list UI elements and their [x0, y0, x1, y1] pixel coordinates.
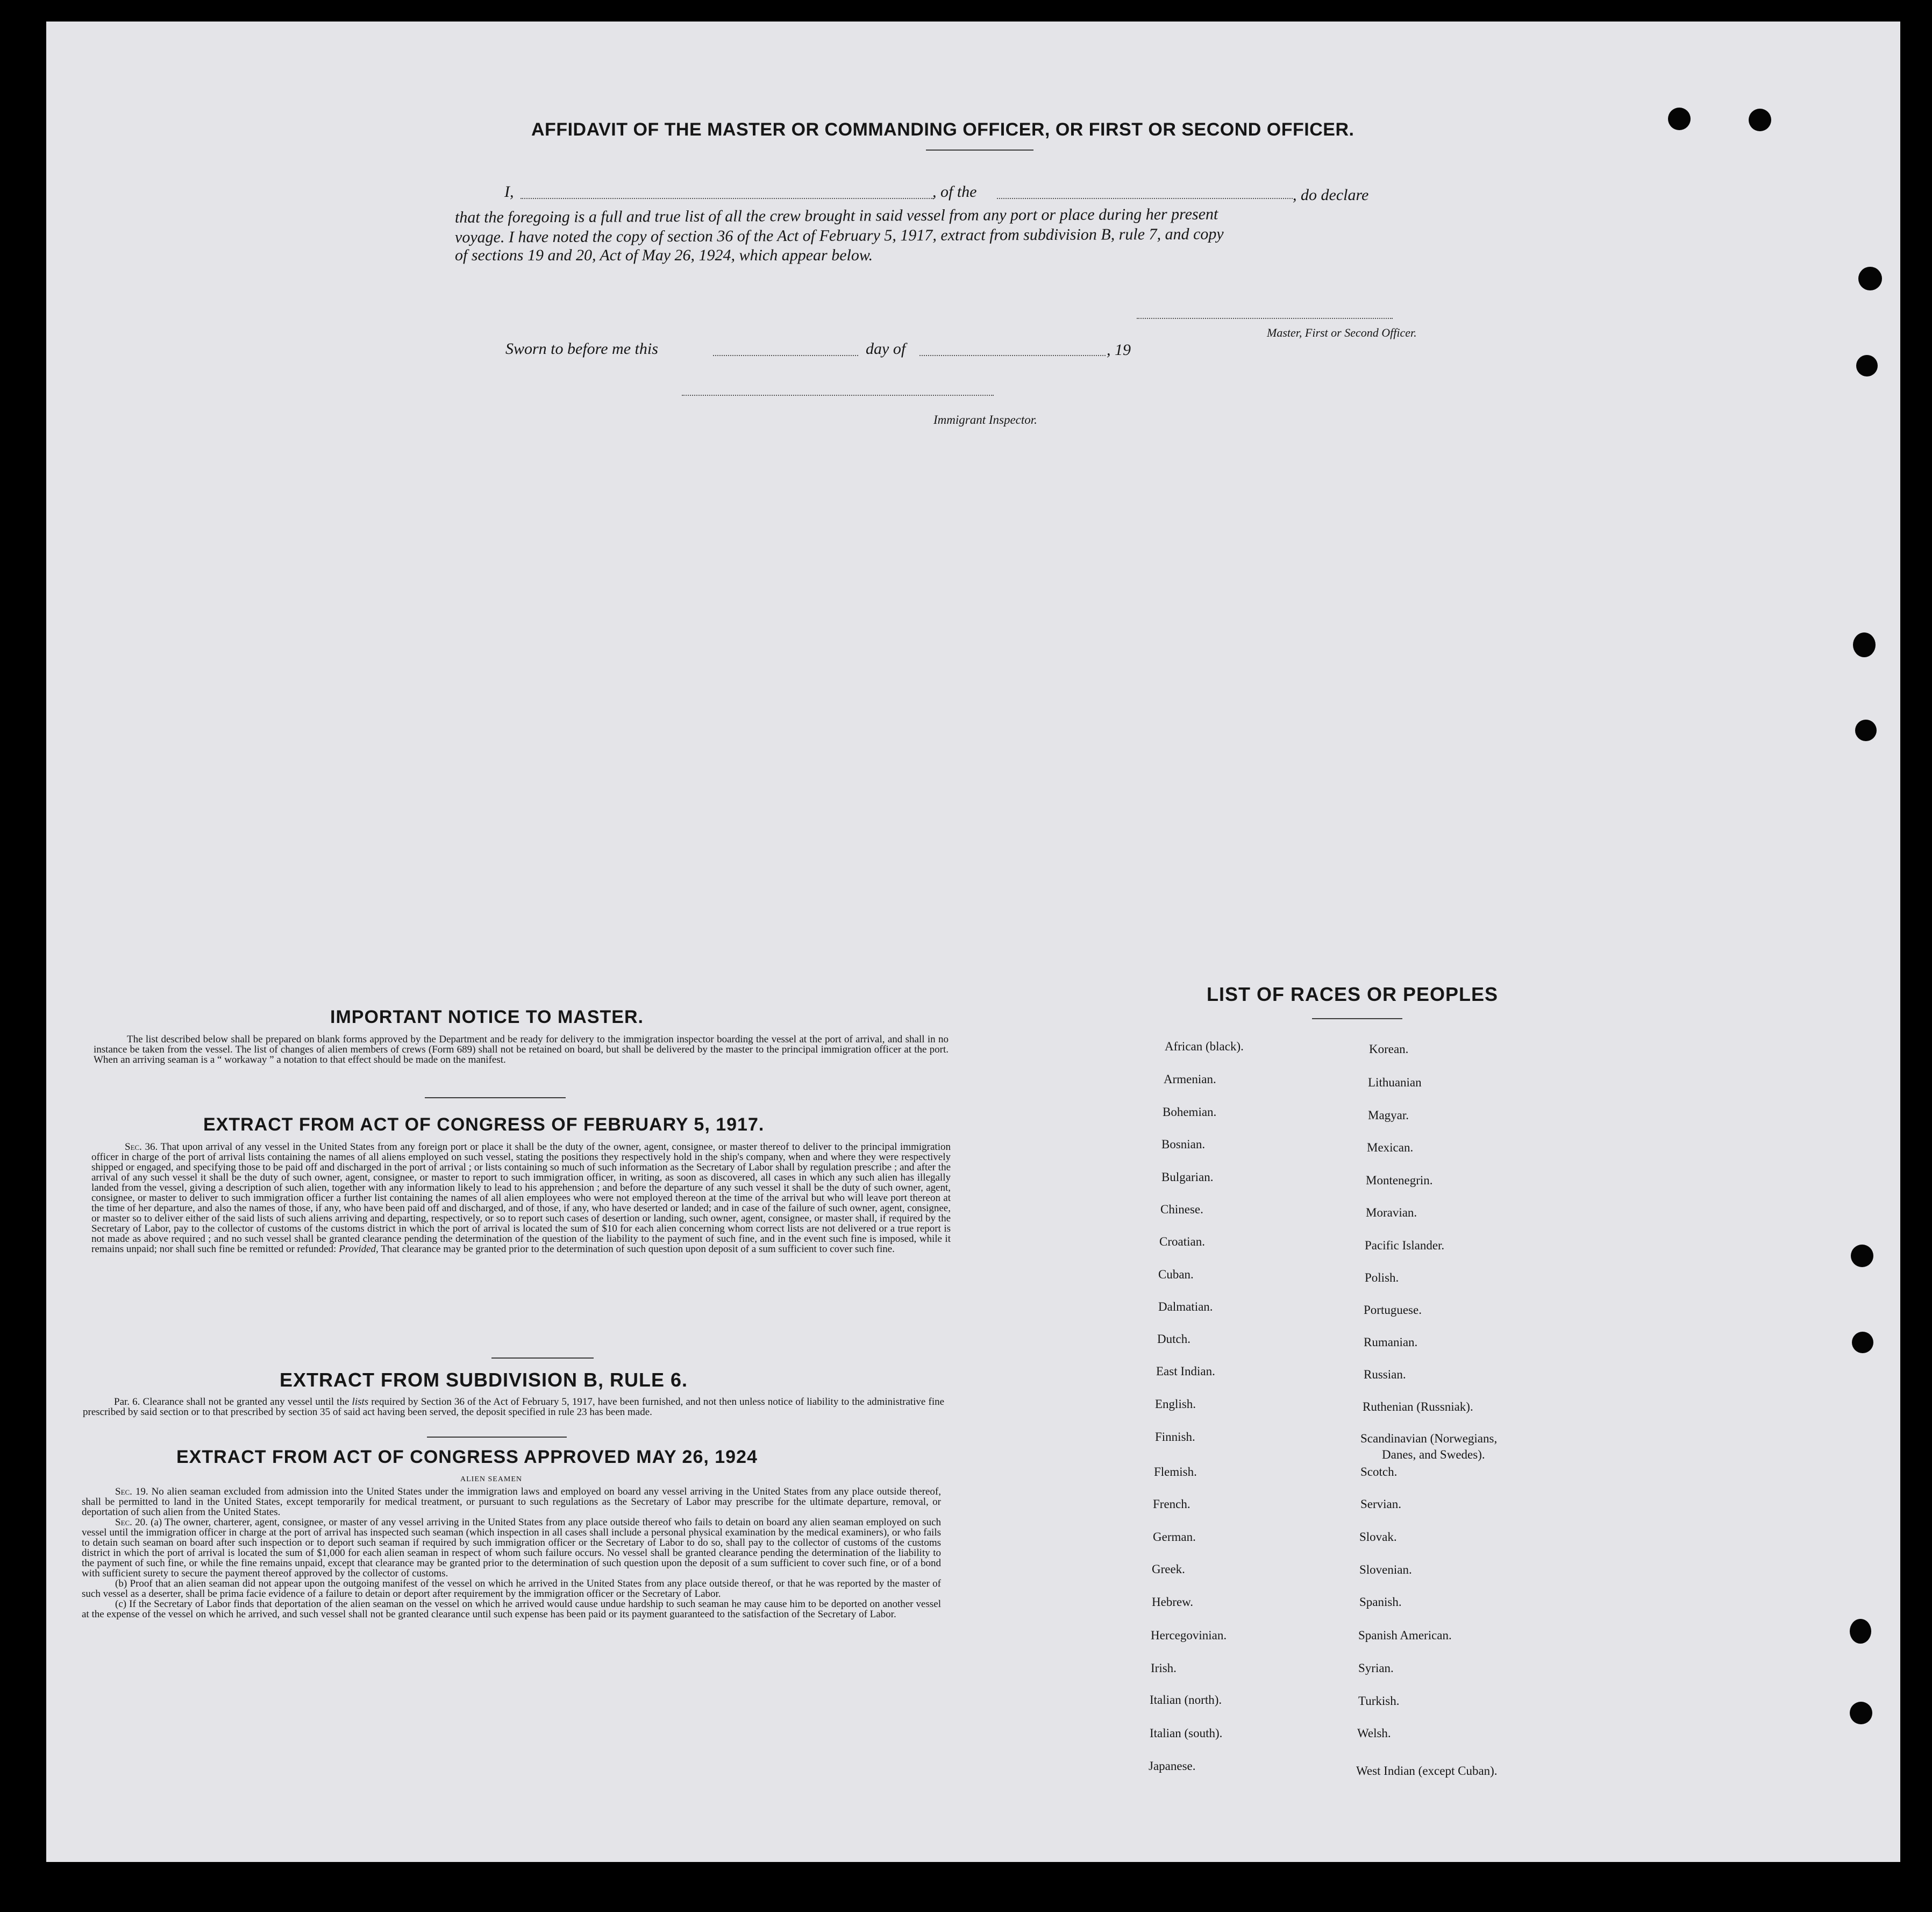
race-item: Spanish. — [1359, 1595, 1402, 1609]
race-item: Flemish. — [1154, 1465, 1197, 1479]
section-label: Sec. 19. — [115, 1486, 148, 1497]
race-item: Turkish. — [1358, 1694, 1400, 1708]
affidavit-i-label: I, — [504, 183, 514, 201]
extract-1924-block — [82, 1487, 941, 1619]
race-item: Slovenian. — [1359, 1563, 1412, 1576]
master-signature-caption: Master, First or Second Officer. — [1267, 326, 1417, 339]
race-item: Scandinavian (Norwegians, — [1360, 1432, 1498, 1445]
punch-hole — [1855, 720, 1877, 741]
race-item: Portuguese. — [1364, 1303, 1422, 1317]
race-item: East Indian. — [1156, 1364, 1215, 1378]
race-item: Bohemian. — [1163, 1105, 1217, 1119]
punch-hole — [1852, 1332, 1873, 1353]
sec-20a-text: (a) The owner, charterer, agent, consignee, or master of any vessel arriving in the United States from any place outside thereof who fails to detain on board any alien seaman employed on such vessel until the immigration officer in charge at the port of arrival has inspected such seaman (which inspection in all cases shall include a personal physical examination by the medical examiners), or who fails to detain such seaman on board after such inspection or to deport such seaman if required by such immigration officer or the Secretary of Labor to do so, shall pay to the collector of customs of the customs district in which the port of arrival is located the sum of $1,000 for each alien seaman in respect of whom such failure occurs. No vessel shall be granted clearance pending the determination of the liability to the payment of such fine, or while the fine remains unpaid, except that clearance may be granted prior to the determination of such question upon the deposit of a sum sufficient to cover such fine, or of a bond with sufficient surety to secure the payment thereof approved by the collector of customs. — [82, 1517, 942, 1579]
sec-20c-paragraph: (c) If the Secretary of Labor finds that deportation of the alien seaman on the vessel on which he arrived would cause undue hardship to such seaman he may cause him to be deported on another vessel at the expense of the vessel on which he arrived, and such vessel shall not be granted clearance until such expense has been paid or its payment guaranteed to the satisfaction of the Secretary of Labor. — [82, 1598, 941, 1620]
race-item: Chinese. — [1160, 1203, 1203, 1216]
year-label: , 19 — [1107, 341, 1131, 359]
document-page — [46, 22, 1900, 1862]
affidavit-line-3: voyage. I have noted the copy of section 36 of the Act of February 5, 1917, extract from subdivision B, rule 7, and copy — [454, 225, 1224, 246]
divider-rule — [425, 1097, 566, 1098]
rule-6-text-b: required by Section 36 of the Act of February 5, 1917, have been furnished, and not then unless notice of liability to the administrative fine prescribed by said section or to that prescribed by section 35 of said act having been served, the deposit specified in rule 23 has been made. — [83, 1396, 945, 1418]
divider-rule — [491, 1357, 594, 1359]
race-item: Polish. — [1365, 1271, 1399, 1284]
race-item: Lithuanian — [1368, 1076, 1422, 1089]
race-item: Danes, and Swedes). — [1382, 1448, 1485, 1461]
punch-hole — [1858, 267, 1882, 290]
race-item: Japanese. — [1149, 1759, 1196, 1773]
sworn-label: Sworn to before me this — [505, 340, 658, 358]
race-item: Mexican. — [1367, 1141, 1414, 1154]
punch-hole — [1850, 1619, 1871, 1644]
inspector-caption: Immigrant Inspector. — [933, 413, 1037, 427]
punch-hole — [1850, 1702, 1872, 1724]
race-item: Rumanian. — [1364, 1335, 1418, 1349]
race-item: Armenian. — [1164, 1072, 1216, 1086]
punch-hole — [1668, 108, 1691, 130]
affidavit-title: AFFIDAVIT OF THE MASTER OR COMMANDING OFFICER, OR FIRST OR SECOND OFFICER. — [531, 119, 1354, 140]
race-item: Dutch. — [1157, 1332, 1190, 1346]
races-title: LIST OF RACES OR PEOPLES — [1207, 983, 1499, 1005]
race-item: Italian (south). — [1150, 1726, 1223, 1740]
par-label: Par. 6. — [114, 1396, 140, 1408]
race-item: African (black). — [1165, 1040, 1244, 1053]
race-item: Hebrew. — [1152, 1595, 1194, 1609]
extract-1924-title: EXTRACT FROM ACT OF CONGRESS APPROVED MAY 26, 1924 — [176, 1447, 758, 1467]
race-item: Dalmatian. — [1158, 1300, 1213, 1313]
race-item: Servian. — [1360, 1497, 1402, 1511]
master-signature-blank[interactable] — [1137, 318, 1393, 319]
race-item: Hercegovinian. — [1151, 1629, 1227, 1642]
race-item: French. — [1153, 1497, 1190, 1511]
race-item: English. — [1155, 1397, 1196, 1411]
affidavit-line-4: of sections 19 and 20, Act of May 26, 1924, which appear below. — [455, 246, 873, 264]
extract-1917-text: That upon arrival of any vessel in the United States from any foreign port or place it shall be the duty of the owner, agent, consignee, or master thereof to deliver to the principal immigration officer in charge of the port of arrival lists containing the names of all aliens employed on such vessel, stating the positions they respectively hold in the ship's company, when and where they were respectively shipped or engaged, and specifying those to be paid off and discharged in the port of arrival ; or lists containing so much of such information as the Secretary of Labor shall by regulation prescribe ; and after the arrival of any such vessel it shall be the duty of such owner, agent, consignee, or master to report to such immigration officer, in writing, as soon as discovered, all cases in which any such alien has illegally landed from the vessel, giving a description of such alien, together with any information likely to lead to his apprehension ; and before the departure of any such vessel it shall be the duty of such owner, agent, consignee, or master to deliver to such immigration officer a further list containing the names of all alien employees who were not employed thereon at the time of the arrival but who will leave port thereon at the time of her departure, and also the names of those, if any, who have been paid off and discharged, and of those, if any, who have deserted or landed; and in case of the failure of such owner, agent, consignee, or master so to deliver either of the said lists of such aliens arriving and departing, respectively, or so to report such cases of desertion or landing, such owner, agent, consignee, or master shall, if required by the Secretary of Labor, pay to the collector of customs of the customs district in which the port of arrival is located the sum of $10 for each alien concerning whom correct lists are not delivered or a true report is not made as above required ; and no such vessel shall be granted clearance pending the determination of the question of the liability to the payment of such fine, and in the event such fine is imposed, while it remains unpaid; nor shall such fine be remitted or refunded: — [91, 1141, 951, 1255]
punch-hole — [1749, 109, 1771, 131]
race-item: Bosnian. — [1161, 1138, 1206, 1151]
race-item: Montenegrin. — [1366, 1174, 1433, 1187]
affidavit-title-rule — [926, 150, 1033, 151]
race-item: Cuban. — [1158, 1268, 1194, 1281]
race-item: Magyar. — [1368, 1108, 1409, 1122]
punch-hole — [1851, 1245, 1873, 1267]
rule-6-title: EXTRACT FROM SUBDIVISION B, RULE 6. — [280, 1369, 688, 1391]
sec-19-paragraph — [82, 1487, 941, 1517]
race-item: Pacific Islander. — [1365, 1239, 1445, 1252]
race-item: Welsh. — [1357, 1726, 1391, 1740]
divider-rule — [427, 1437, 567, 1438]
day-of-label: day of — [866, 340, 906, 358]
extract-1917-paragraph — [91, 1142, 951, 1254]
race-item: Ruthenian (Russniak). — [1363, 1400, 1473, 1413]
race-item: Greek. — [1152, 1562, 1185, 1576]
extract-1924-subtitle: ALIEN SEAMEN — [460, 1475, 523, 1483]
provided-label: Provided, — [339, 1243, 379, 1255]
sec-19-text: No alien seaman excluded from admission into the United States under the immigration laws and employed on board any vessel arriving in the United States from any place outside thereof, shall be permitted to land in the United States, except temporarily for medical treatment, or pursuant to such regulations as the Secretary of Labor may prescribe for the ultimate departure, removal, or deportation of such alien from the United States. — [82, 1486, 941, 1518]
name-blank[interactable] — [521, 198, 933, 199]
race-item: Korean. — [1369, 1042, 1409, 1056]
extract-1917-text-end: That clearance may be granted prior to the determination of such question upon deposit of a sum sufficient to cover such fine. — [381, 1243, 895, 1255]
vessel-blank[interactable] — [997, 198, 1293, 199]
notice-block — [94, 1034, 949, 1065]
race-item: Slovak. — [1359, 1530, 1397, 1544]
race-item: Russian. — [1364, 1368, 1406, 1381]
extract-1917-title: EXTRACT FROM ACT OF CONGRESS OF FEBRUARY 5, 1917. — [203, 1114, 765, 1135]
lists-label: lists — [352, 1396, 369, 1408]
section-label: Sec. 36. — [125, 1141, 158, 1153]
affidavit-declare-label: , do declare — [1293, 186, 1369, 204]
race-item: German. — [1153, 1530, 1196, 1544]
race-item: Irish. — [1151, 1661, 1177, 1675]
affidavit-of-the-label: , of the — [932, 183, 977, 201]
rule-6-text-a: Clearance shall not be granted any vessel until the — [142, 1396, 350, 1408]
sec-20b-paragraph: (b) Proof that an alien seaman did not appear upon the outgoing manifest of the vessel on which he arrived in the United States from any place outside thereof, or that he was reported by the master of such vessel as a deserter, shall be prima facie evidence of a failure to detain or deport after requirement by the immigration officer or the Secretary of Labor. — [82, 1578, 941, 1600]
punch-hole — [1853, 632, 1876, 657]
sworn-month-blank[interactable] — [919, 355, 1106, 356]
section-label: Sec. 20. — [115, 1517, 148, 1528]
notice-title: IMPORTANT NOTICE TO MASTER. — [330, 1007, 644, 1027]
sworn-day-blank[interactable] — [713, 355, 858, 356]
race-item: Scotch. — [1360, 1465, 1398, 1479]
races-title-rule — [1312, 1018, 1402, 1019]
race-item: Croatian. — [1159, 1235, 1205, 1248]
race-item: Italian (north). — [1150, 1693, 1222, 1707]
extract-1917-block — [91, 1142, 951, 1254]
race-item: Spanish American. — [1358, 1629, 1452, 1642]
affidavit-line-2: that the foregoing is a full and true list of all the crew brought in said vessel from any port or place during her present — [454, 205, 1218, 226]
punch-hole — [1856, 355, 1878, 376]
inspector-signature-blank[interactable] — [682, 395, 994, 396]
race-item: Finnish. — [1155, 1430, 1195, 1444]
race-item: Syrian. — [1358, 1661, 1394, 1675]
notice-text: The list described below shall be prepared on blank forms approved by the Department and be ready for delivery to the immigration inspector boarding the vessel at the port of arrival, and shall in no instance be taken from the vessel. The list of changes of alien members of crews (Form 689) shall not be retained on board, but shall be delivered by the master to the principal immigration officer at the port. When an arriving seaman is a “ workaway ” a notation to that effect should be made on the manifest. — [94, 1034, 949, 1065]
race-item: Moravian. — [1366, 1206, 1417, 1219]
rule-6-paragraph — [83, 1397, 944, 1417]
race-item: West Indian (except Cuban). — [1356, 1764, 1498, 1778]
rule-6-block — [83, 1397, 944, 1417]
sec-20a-paragraph — [82, 1517, 941, 1579]
race-item: Bulgarian. — [1161, 1170, 1214, 1184]
